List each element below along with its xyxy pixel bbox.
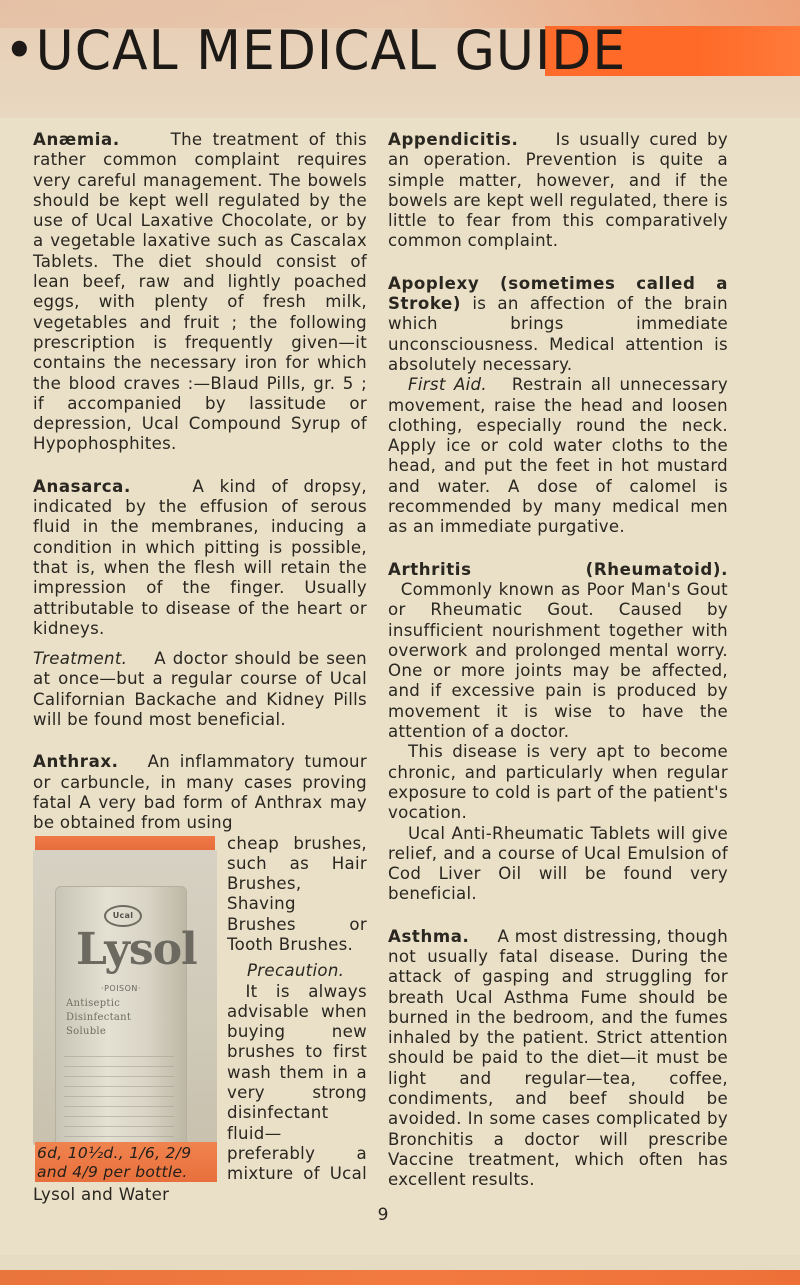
lysol-bottle — [55, 886, 197, 1150]
page-number: 9 — [377, 1205, 389, 1225]
advert-photo — [33, 850, 217, 1145]
entry-text: Is usually cured by an operation. Prevention is quite a simple matter, however, and if the bowels are kept well regulated, there is little to fear from this comparatively common complaint. — [388, 130, 728, 251]
sub-text: A doctor should be seen at once—but a regular course of Ucal Californian Backache and Kidney Pills will be found most beneficial. — [33, 649, 367, 730]
anthrax-text-before-ad: An inflammatory tumour or carbuncle, in many cases proving fatal A very bad form of Anthrax may be obtained from using — [33, 752, 367, 833]
entry-arthritis — [388, 560, 728, 905]
advert-line-3: Soluble — [66, 1025, 107, 1037]
lysol-advert — [33, 836, 219, 1181]
sub-label: First Aid. — [408, 375, 487, 395]
entry-apoplexy — [388, 274, 728, 538]
right-column — [388, 130, 728, 1213]
advert-fine-print — [64, 1047, 174, 1137]
lysol-brand: Lysol — [76, 923, 197, 975]
entry-text: A kind of dropsy, indicated by the effusion of serous fluid in the membranes, inducing a condition in which pitting is possible, that is, when the flesh will retain the impression of the finger. Usually attributable to disease of the heart or kidneys. — [33, 476, 367, 638]
price-line-1: 6d, 10½d., 1/6, 2/9 — [37, 1143, 192, 1162]
entry-text: Commonly known as Poor Man's Gout or Rheumatic Gout. Caused by insufficient nourishment together with overwork and prolonged mental worry. One or more joints may be affected, and if excessive pain is produced by movement it is wise to have the attention of a doctor. — [388, 579, 728, 742]
poison-label: ·POISON· — [101, 983, 141, 993]
entry-anasarca-treatment — [33, 649, 367, 730]
page-title: •UCAL MEDICAL GUIDE — [4, 19, 627, 83]
price-line-2: and 4/9 per bottle. — [37, 1162, 188, 1181]
sub-label: Precaution. — [247, 961, 345, 981]
sub-text: It is always advisable when buying new brushes to first wash them in a very strong disinfectant fluid—preferably a mixture of Ucal Lysol and Water — [33, 981, 367, 1204]
entry-text: This disease is very apt to become chronic, and particularly when regular exposure to cold is part of the patient's vocation. — [388, 742, 728, 823]
entry-heading: Asthma. — [388, 926, 470, 946]
sub-label: Treatment. — [33, 649, 128, 669]
entry-text: A most distressing, though not usually fatal disease. During the attack of gasping and struggling for breath Ucal Asthma Fume should be burned in the bedroom, and the fumes inhaled by the patient. Strict attention should be paid to the diet—it must be light and regular—tea, coffee, condiments, and beef should be avoided. In some cases complicated by Bronchitis a doctor will prescribe Vaccine treatment, which often has excellent results. — [388, 926, 729, 1190]
entry-heading: Apoplexy (sometimes called a Stroke) — [388, 273, 728, 314]
advert-price — [35, 1142, 217, 1182]
entry-heading: Anasarca. — [33, 476, 131, 496]
advert-line-2: Disinfectant — [66, 1011, 132, 1023]
entry-asthma — [388, 927, 728, 1191]
entry-heading: Appendicitis. — [388, 130, 519, 149]
entry-text: Ucal Anti-Rheumatic Tablets will give relief, and a course of Ucal Emulsion of Cod Liver Oil will be found very beneficial. — [388, 823, 728, 904]
footer-bar — [0, 1270, 800, 1285]
entry-anthrax — [33, 752, 367, 1205]
entry-appendicitis — [388, 130, 728, 252]
entry-heading: Arthritis (Rheumatoid). — [388, 559, 728, 579]
entry-heading: Anthrax. — [33, 752, 119, 772]
anthrax-text-after-ad: cheap brushes, such as Hair Brushes, Shaving Brushes or Tooth Brushes. — [227, 833, 367, 954]
footer-shade — [0, 1255, 800, 1270]
entry-text: is an affection of the brain which brings immediate unconsciousness. Medical attention is absolutely necessary. — [388, 294, 728, 374]
advert-line-1: Antiseptic — [66, 997, 121, 1009]
sub-text: Restrain all unnecessary movement, raise the head and loosen clothing, especially round the neck. Apply ice or cold water cloths to the head, and put the feet in hot mustard and water. A dose of calomel is recommended by many medical men as an immediate purgative. — [388, 375, 728, 537]
entry-heading: Anæmia. — [33, 130, 120, 149]
entry-anasarca — [33, 477, 367, 639]
entry-text: The treatment of this rather common complaint requires very careful management. The bowels should be kept well regulated by the use of Ucal Laxative Chocolate, or by a vegetable laxative such as Cascalax Tablets. The diet should consist of lean beef, raw and lightly poached eggs, with plenty of fresh milk, vegetables and fruit ; the following prescription is frequently given—it contains the necessary iron for which the blood craves :—Blaud Pills, gr. 5 ; if accompanied by lassitude or depression, Ucal Compound Syrup of Hypophosphites. — [33, 130, 367, 454]
entry-anaemia — [33, 130, 367, 455]
ucal-logo: Ucal — [104, 905, 142, 927]
left-column — [33, 130, 367, 1205]
